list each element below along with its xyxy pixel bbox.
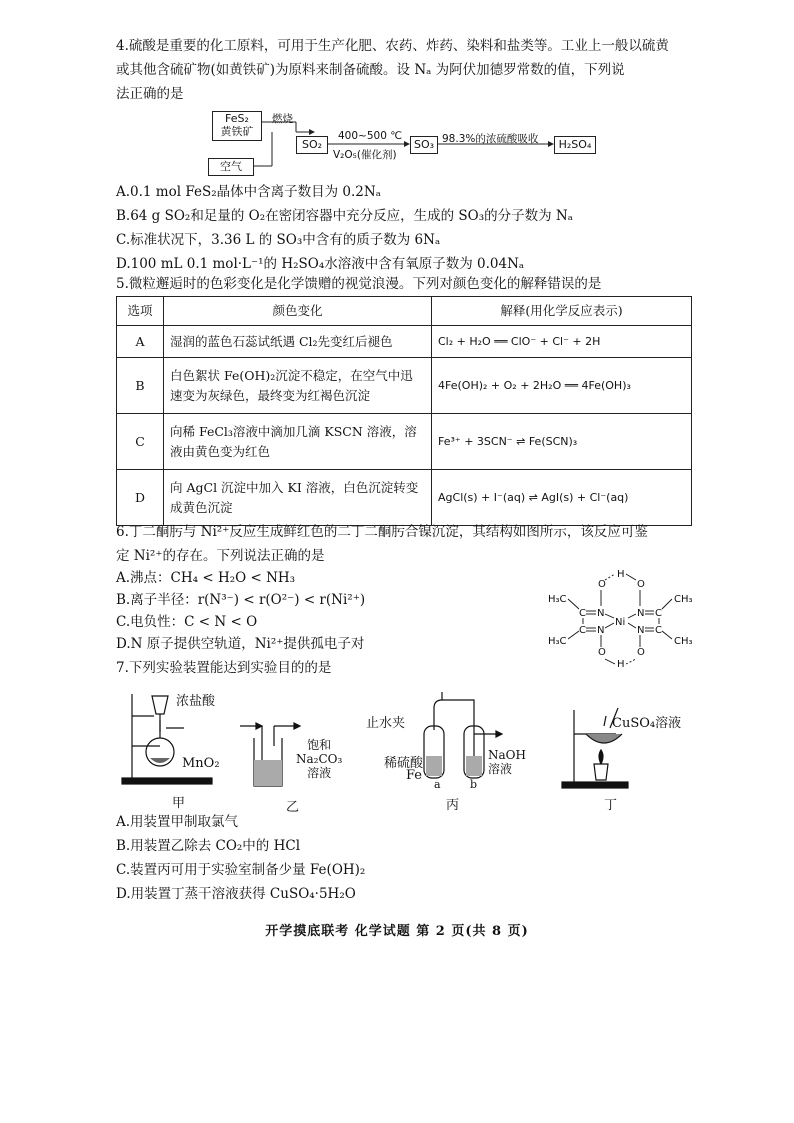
- bing-a-label: a: [434, 778, 441, 791]
- ding-name: 丁: [604, 798, 618, 813]
- header-change: 颜色变化: [164, 297, 432, 326]
- q6-option-a: A.沸点：CH₄ < H₂O < NH₃: [116, 570, 296, 586]
- row-change: 向稀 FeCl₃溶液中滴加几滴 KSCN 溶液，溶液由黄色变为红色: [164, 414, 432, 470]
- row-change: 湿润的蓝色石蕊试纸遇 Cl₂先变红后褪色: [164, 326, 432, 358]
- so3-box: SO₃: [410, 136, 438, 154]
- row-change: 向 AgCl 沉淀中加入 KI 溶液，白色沉淀转变成黄色沉淀: [164, 470, 432, 526]
- jia-acid-label: 浓盐酸: [176, 694, 216, 709]
- q7-option-b: B.用装置乙除去 CO₂中的 HCl: [116, 838, 301, 854]
- struct-ch3-top: CH₃: [674, 594, 693, 605]
- row-explain: Fe³⁺ + 3SCN⁻ ⇌ Fe(SCN)₃: [432, 414, 692, 470]
- row-option: B: [117, 358, 164, 414]
- struct-o-1: O: [598, 579, 606, 590]
- bing-clamp-label: 止水夹: [366, 716, 406, 731]
- yi-solution-line2: Na₂CO₃: [296, 752, 343, 766]
- page-footer: 开学摸底联考 化学试题 第 2 页(共 8 页): [265, 924, 529, 939]
- fes2-label: FeS₂: [225, 112, 249, 125]
- q6-option-c: C.电负性：C < N < O: [116, 614, 258, 630]
- q4-stem-line2: 或其他含硫矿物(如黄铁矿)为原料来制备硫酸。设 Nₐ 为阿伏加德罗常数的值，下列说: [116, 62, 625, 78]
- struct-o-4: O: [637, 647, 645, 658]
- condition-catalyst: V₂O₅(催化剂): [333, 149, 397, 161]
- struct-c-right-bottom: C: [655, 625, 662, 636]
- nickel-complex-structure: [548, 565, 698, 670]
- q7-stem: 7.下列实验装置能达到实验目的的是: [116, 660, 332, 676]
- bing-naoh-line1: NaOH: [488, 748, 526, 762]
- q7-option-d: D.用装置丁蒸干溶液获得 CuSO₄·5H₂O: [116, 886, 356, 902]
- row-option: A: [117, 326, 164, 358]
- jia-name: 甲: [172, 796, 186, 811]
- q4-option-c: C.标准状况下，3.36 L 的 SO₃中含有的质子数为 6Nₐ: [116, 232, 441, 248]
- absorb-label: 98.3%的浓硫酸吸收: [442, 133, 539, 145]
- q7-option-a: A.用装置甲制取氯气: [116, 814, 239, 830]
- row-explain: 4Fe(OH)₂ + O₂ + 2H₂O ══ 4Fe(OH)₃: [432, 358, 692, 414]
- struct-n-2: N: [597, 625, 605, 636]
- bing-naoh-label: [488, 748, 526, 776]
- table-row: [117, 358, 692, 414]
- bing-b-label: b: [470, 778, 478, 791]
- q4-option-a: A.0.1 mol FeS₂晶体中含离子数目为 0.2Nₐ: [116, 184, 381, 200]
- condition-temperature: 400~500 ℃: [338, 130, 403, 142]
- struct-c-left-bottom: C: [579, 625, 586, 636]
- header-option: 选项: [117, 297, 164, 326]
- yi-solution-line1: 饱和: [307, 738, 332, 752]
- struct-c-left-top: C: [579, 608, 586, 619]
- struct-n-3: N: [637, 608, 645, 619]
- table-row: [117, 470, 692, 526]
- q4-stem-line3: 法正确的是: [116, 86, 184, 102]
- row-change: 白色絮状 Fe(OH)₂沉淀不稳定，在空气中迅速变为灰绿色，最终变为红褐色沉淀: [164, 358, 432, 414]
- row-option: D: [117, 470, 164, 526]
- struct-n-4: N: [637, 625, 645, 636]
- bing-acid-label: 稀硫酸: [384, 756, 424, 771]
- row-option: C: [117, 414, 164, 470]
- struct-o-3: O: [598, 647, 606, 658]
- ding-solution-label: CuSO₄溶液: [612, 716, 682, 731]
- struct-ch3-bottom: CH₃: [674, 636, 693, 647]
- struct-h-bottom: H: [617, 659, 625, 670]
- row-explain: AgCl(s) + I⁻(aq) ⇌ AgI(s) + Cl⁻(aq): [432, 470, 692, 526]
- q6-stem-line2: 定 Ni²⁺的存在。下列说法正确的是: [116, 548, 325, 564]
- yi-name: 乙: [286, 800, 300, 815]
- air-box: 空气: [208, 158, 254, 176]
- so2-box: SO₂: [296, 136, 328, 154]
- struct-n-1: N: [597, 608, 605, 619]
- table-row: [117, 414, 692, 470]
- q4-option-b: B.64 g SO₂和足量的 O₂在密闭容器中充分反应，生成的 SO₃的分子数为 Nₐ: [116, 208, 573, 224]
- q4-option-d: D.100 mL 0.1 mol·L⁻¹的 H₂SO₄水溶液中含有氧原子数为 0.04Nₐ: [116, 256, 525, 272]
- q6-option-b: B.离子半径：r(N³⁻) < r(O²⁻) < r(Ni²⁺): [116, 592, 366, 608]
- q5-stem: 5.微粒邂逅时的色彩变化是化学馈赠的视觉浪漫。下列对颜色变化的解释错误的是: [116, 276, 602, 292]
- struct-c-right-top: C: [655, 608, 662, 619]
- struct-h3c-top: H₃C: [548, 594, 567, 605]
- table-row: [117, 326, 692, 358]
- struct-h3c-bottom: H₃C: [548, 636, 567, 647]
- fes2-box: [212, 111, 262, 141]
- bing-name: 丙: [446, 798, 460, 813]
- pyrite-label: 黄铁矿: [220, 125, 254, 138]
- bing-metal-label: Fe: [406, 768, 423, 783]
- q6-stem-line1: 6.丁二酮肟与 Ni²⁺反应生成鲜红色的二丁二酮肟合镍沉淀，其结构如图所示，该反应可鉴: [116, 524, 648, 540]
- row-explain: Cl₂ + H₂O ══ ClO⁻ + Cl⁻ + 2H: [432, 326, 692, 358]
- struct-h-top: H: [617, 569, 625, 580]
- bing-naoh-line2: 溶液: [488, 762, 513, 776]
- yi-solution-label: [296, 738, 342, 780]
- q5-table: [116, 296, 692, 526]
- header-explain: 解释(用化学反应表示): [432, 297, 692, 326]
- struct-o-2: O: [637, 579, 645, 590]
- q4-stem-line1: 4.硫酸是重要的化工原料，可用于生产化肥、农药、炸药、染料和盐类等。工业上一般以硫黄: [116, 38, 669, 54]
- h2so4-box: H₂SO₄: [554, 136, 596, 154]
- struct-ni: Ni: [615, 617, 626, 628]
- jia-solid-label: MnO₂: [182, 756, 220, 771]
- burn-label: 燃烧: [272, 113, 293, 125]
- yi-solution-line3: 溶液: [307, 766, 332, 780]
- q6-option-d: D.N 原子提供空轨道，Ni²⁺提供孤电子对: [116, 636, 365, 652]
- q5-table-header: [117, 297, 692, 326]
- q7-option-c: C.装置丙可用于实验室制备少量 Fe(OH)₂: [116, 862, 366, 878]
